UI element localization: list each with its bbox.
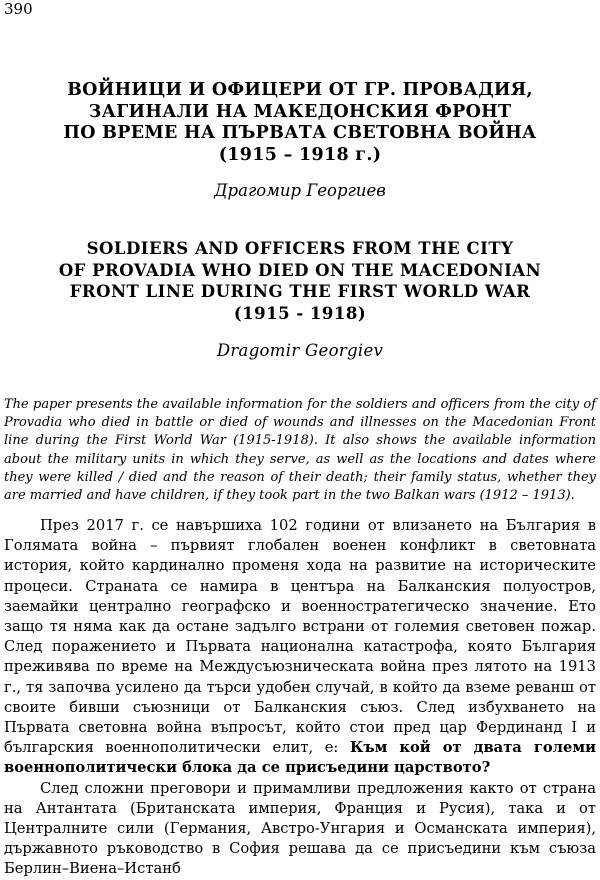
title-en-line: FRONT LINE DURING THE FIRST WORLD WAR (69, 282, 531, 301)
body-text (4, 516, 596, 880)
page-number: 390 (4, 0, 33, 18)
author-english: Dragomir Georgiev (216, 341, 384, 360)
abstract: The paper presents the available information for the soldiers and officers from the city of Provadia who died in battle or died of wounds and illnesses on the Macedonian Front line during the First World War (1915-1918). It also shows the available information about the military units in which they serve, as well as the locations and dates where they were killed / died and the reason of their death; their family status, whether they are married and have children, if they took part in the two Balkan wars (1912 – 1913). (4, 397, 596, 504)
title-bg-line: ЗАГИНАЛИ НА МАКЕДОНСКИЯ ФРОНТ (88, 101, 512, 122)
author-bulgarian: Драгомир Георгиев (214, 181, 386, 200)
title-bulgarian (0, 80, 600, 166)
title-en-line: (1915 - 1918) (233, 303, 367, 323)
title-bg-line: ВОЙНИЦИ И ОФИЦЕРИ ОТ ГР. ПРОВАДИЯ, (67, 80, 533, 100)
paragraph-2: След сложни преговори и примамливи предложения както от страна на Антантата (Британската империя, Франция и Русия), така и от Централните сили (Германия, Австро-Унгария и Османската империя), държавното ръководство в София решава да се присъедини към съюза Берлин–Виена–Истанб (4, 779, 596, 878)
title-en-line: OF PROVADIA WHO DIED ON THE MACEDONIAN (58, 260, 542, 280)
title-bg-line: ПО ВРЕМЕ НА ПЪРВАТА СВЕТОВНА ВОЙНА (63, 123, 537, 143)
paragraph-1-bold-question: Към кой от двата големи военнополитически блока да се присъедини царството? (4, 739, 596, 777)
title-bg-line: (1915 – 1918 г.) (218, 144, 382, 165)
title-english (0, 238, 600, 324)
paragraph-1 (4, 516, 596, 779)
paragraph-1-text: През 2017 г. се навършиха 102 години от влизането на България в Голямата война – първият глобален военен конфликт в световната история, който кардинално променя хода на развитие на историческите процеси. Страната се намира в центъра на Балканския полуостров, заемайки централно географско и военностратегическо значение. Ето защо тя няма как да остане задълго встрани от големия световен пожар. След поражението и Първата национална катастрофа, която България преживява по време на Междусъюзническата война през лятото на 1913 г., тя започва усилено да търси удобен случай, в който да вземе реванш от своите бивши съюзници от Балканския съюз. След избухването на Първата световна война въпросът, който стои пред цар Фердинанд I и българския военнополитически елит, е: (4, 517, 596, 757)
title-en-line: SOLDIERS AND OFFICERS FROM THE CITY (86, 239, 514, 258)
